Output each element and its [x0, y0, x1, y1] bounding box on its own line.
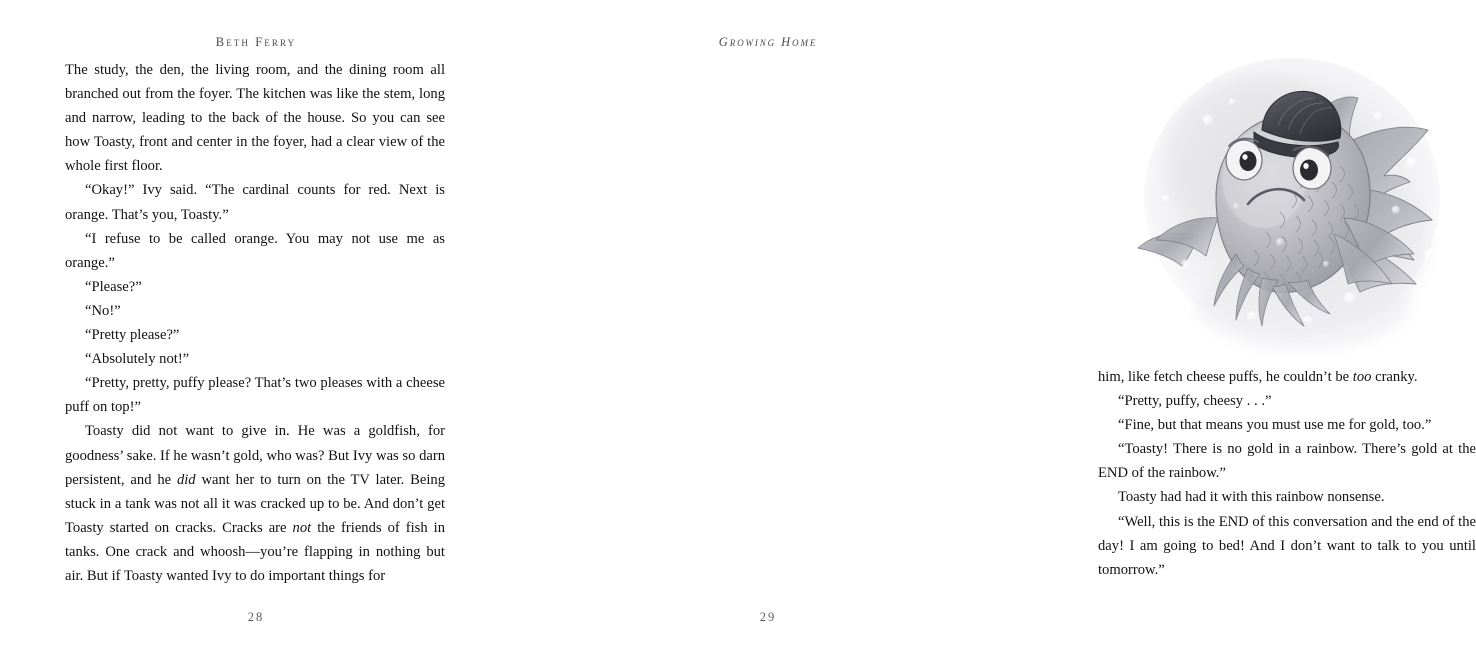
paragraph: Toasty had had it with this rainbow nonsense. — [1118, 489, 1385, 506]
paragraph-with-italics — [65, 419, 445, 588]
running-head-title-text: Growing Home — [718, 35, 818, 49]
text-run: want her to turn on the TV later. Being stuck in a tank was not all it was cracked up to be. And don’t get Toasty started on cracks. Cracks are — [65, 471, 445, 536]
paragraph: “Pretty please?” — [85, 327, 180, 344]
left-page-body-text — [65, 58, 445, 588]
right-page — [512, 0, 1476, 655]
paragraph: “Fine, but that means you must use me for gold, too.” — [1118, 417, 1432, 434]
text-run: cranky. — [1371, 369, 1418, 385]
running-head-title — [512, 35, 1024, 50]
paragraph: “No!” — [85, 302, 121, 319]
left-page — [0, 0, 512, 655]
text-run: the friends of fish in tanks. One crack and whoosh—you’re flapping in nothing but air. But if Toasty wanted Ivy to do important things for — [65, 519, 446, 584]
italic-word: did — [176, 471, 196, 488]
paragraph: “Well, this is the END of this conversation and the end of the day! I am going to bed! And I don’t want to talk to you until tomorrow.” — [1098, 513, 1476, 578]
paragraph: “Okay!” Ivy said. “The cardinal counts for red. Next is orange. That’s you, Toasty.” — [65, 182, 445, 223]
page-number-left: 28 — [247, 610, 265, 624]
paragraph: “Absolutely not!” — [85, 351, 190, 368]
running-head-author-text: Beth Ferry — [215, 35, 297, 49]
paragraph: “Toasty! There is no gold in a rainbow. There’s gold at the END of the rainbow.” — [1098, 441, 1476, 482]
goldfish-illustration — [1112, 58, 1472, 358]
page-number-right: 29 — [759, 610, 777, 624]
paragraph: “I refuse to be called orange. You may not use me as orange.” — [65, 230, 445, 271]
text-run: Toasty did not want to give in. He was a goldfish, for goodness’ sake. If he wasn’t gold, who was? But Ivy was so darn persistent, and he — [65, 423, 445, 488]
paragraph: “Pretty, puffy, cheesy . . .” — [1118, 393, 1272, 410]
goldfish-illustration-svg — [1112, 58, 1472, 358]
italic-word: not — [292, 519, 312, 536]
running-head-author — [0, 35, 512, 50]
paragraph: “Please?” — [85, 278, 142, 295]
right-page-body-text — [1098, 365, 1476, 582]
text-run: him, like fetch cheese puffs, he couldn’t be — [1098, 369, 1353, 385]
italic-word: too — [1352, 369, 1372, 385]
paragraph: The study, the den, the living room, and the dining room all branched out from the foyer. The kitchen was like the stem, long and narrow, leading to the back of the house. So you can see how Toasty, front and center in the foyer, had a clear view of the whole first floor. — [65, 62, 445, 175]
paragraph: “Pretty, pretty, puffy please? That’s two pleases with a cheese puff on top!” — [65, 375, 445, 416]
right-eye — [1293, 147, 1331, 189]
paragraph-continued — [1098, 365, 1476, 389]
